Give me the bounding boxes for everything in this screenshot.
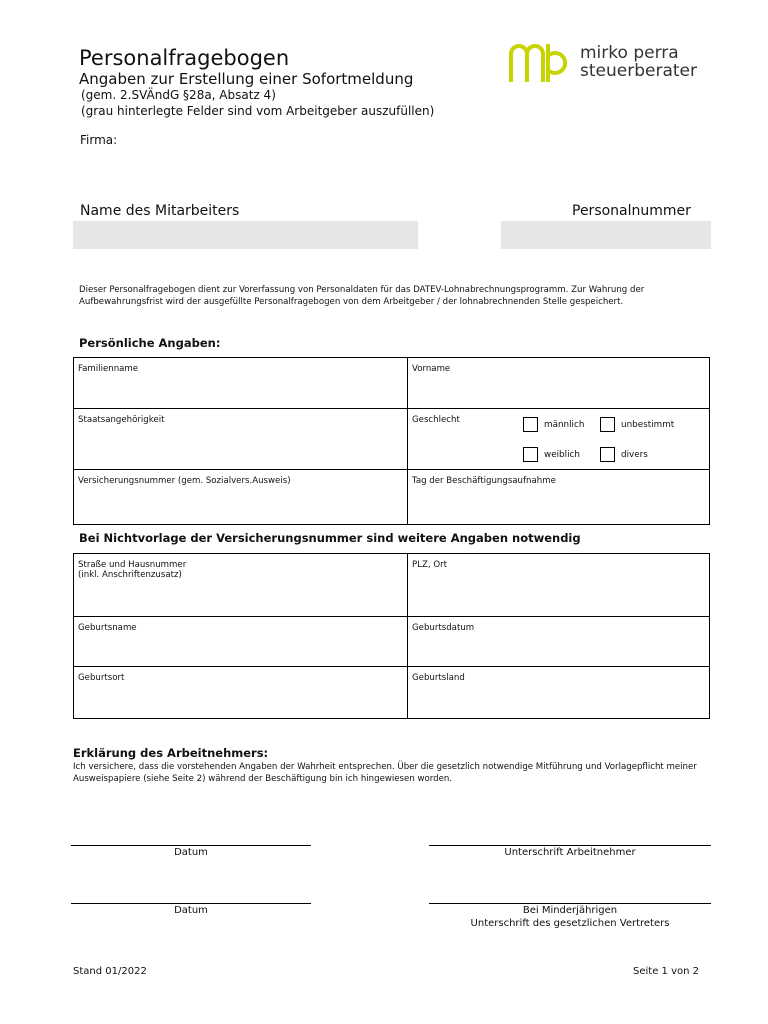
geschlecht-cell — [408, 409, 710, 470]
staatsangehoerigkeit-label: Staatsangehörigkeit — [78, 415, 165, 425]
page-subtitle: Angaben zur Erstellung einer Sofortmeldung — [79, 70, 414, 88]
datum-label-2: Datum — [174, 905, 208, 916]
personal-section-heading: Persönliche Angaben: — [79, 336, 221, 350]
unbestimmt-label: unbestimmt — [621, 420, 675, 430]
page-title: Personalfragebogen — [79, 46, 290, 70]
declaration-heading: Erklärung des Arbeitnehmers: — [73, 746, 269, 760]
legal-reference: (gem. 2.SVÄndG §28a, Absatz 4) — [81, 88, 276, 102]
personalnummer-field[interactable] — [501, 221, 711, 249]
guardian-label-line-2: Unterschrift des gesetzlichen Vertreters — [470, 918, 670, 929]
datum-line-2[interactable] — [71, 903, 311, 904]
checkbox-weiblich[interactable] — [523, 447, 538, 462]
strasse-cell[interactable] — [74, 554, 408, 617]
beschaeftigungsaufnahme-label: Tag der Beschäftigungsaufnahme — [412, 476, 556, 486]
signature-label-employee: Unterschrift Arbeitnehmer — [504, 847, 636, 858]
footer-stand: Stand 01/2022 — [73, 966, 147, 977]
mp-logo-icon — [508, 42, 578, 84]
strasse-label: Straße und Hausnummer — [78, 560, 187, 570]
gray-fields-note: (grau hinterlegte Felder sind vom Arbeitgeber auszufüllen) — [81, 104, 435, 118]
checkbox-divers[interactable] — [600, 447, 615, 462]
geburtsdatum-cell[interactable] — [408, 617, 710, 667]
geburtsname-cell[interactable] — [74, 617, 408, 667]
plz-ort-cell[interactable] — [408, 554, 710, 617]
guardian-label-line-1: Bei Minderjährigen — [522, 905, 618, 916]
footer-page-number: Seite 1 von 2 — [633, 966, 699, 977]
geburtsort-cell[interactable] — [74, 667, 408, 719]
declaration-text: Ich versichere, dass die vorstehenden Angaben der Wahrheit entsprechen. Über die gesetzlich notwendige Mitführung und Vorlagepflicht meiner Ausweispapiere (siehe Seite 2) während der Beschäftigung bin ich hingewiesen worden. — [73, 762, 697, 784]
divers-label: divers — [621, 450, 648, 460]
geburtsdatum-label: Geburtsdatum — [412, 623, 475, 633]
geburtsname-label: Geburtsname — [78, 623, 137, 633]
nonpresent-section-heading: Bei Nichtvorlage der Versicherungsnummer sind weitere Angaben notwendig — [79, 531, 581, 545]
staatsangehoerigkeit-cell[interactable] — [74, 409, 408, 470]
anschriftenzusatz-label: (inkl. Anschriftenzusatz) — [78, 570, 182, 580]
additional-data-table — [73, 553, 710, 719]
firma-label: Firma: — [80, 133, 118, 147]
personal-data-table — [73, 357, 710, 525]
weiblich-label: weiblich — [544, 450, 580, 460]
logo-line-2: steuerberater — [580, 61, 697, 81]
beschaeftigungsaufnahme-cell[interactable] — [408, 470, 710, 525]
plz-ort-label: PLZ, Ort — [412, 560, 447, 570]
versicherungsnummer-cell[interactable] — [74, 470, 408, 525]
geschlecht-label: Geschlecht — [412, 415, 460, 425]
vorname-cell[interactable] — [408, 358, 710, 409]
familienname-cell[interactable] — [74, 358, 408, 409]
personalnummer-label: Personalnummer — [572, 203, 691, 219]
vorname-label: Vorname — [412, 364, 451, 374]
geburtsort-label: Geburtsort — [78, 673, 125, 683]
intro-text: Dieser Personalfragebogen dient zur Vorerfassung von Personaldaten für das DATEV-Lohnabrechnungsprogramm. Zur Wahrung der Aufbewahrungsfrist wird der ausgefüllte Personalfragebogen von dem Arbeitgeber / der lohnabrechnenden Stelle gespeichert. — [79, 285, 645, 307]
datum-line-1[interactable] — [71, 845, 311, 846]
versicherungsnummer-label: Versicherungsnummer (gem. Sozialvers.Ausweis) — [78, 476, 291, 486]
geburtsland-cell[interactable] — [408, 667, 710, 719]
logo-line-1: mirko perra — [580, 43, 679, 63]
company-logo — [508, 42, 708, 84]
employee-name-field[interactable] — [73, 221, 418, 249]
maennlich-label: männlich — [544, 420, 585, 430]
signature-line-employee[interactable] — [429, 845, 711, 846]
geburtsland-label: Geburtsland — [412, 673, 465, 683]
datum-label-1: Datum — [174, 847, 208, 858]
familienname-label: Familienname — [78, 364, 139, 374]
signature-line-guardian[interactable] — [429, 903, 711, 904]
checkbox-maennlich[interactable] — [523, 417, 538, 432]
checkbox-unbestimmt[interactable] — [600, 417, 615, 432]
employee-name-label: Name des Mitarbeiters — [80, 203, 240, 219]
